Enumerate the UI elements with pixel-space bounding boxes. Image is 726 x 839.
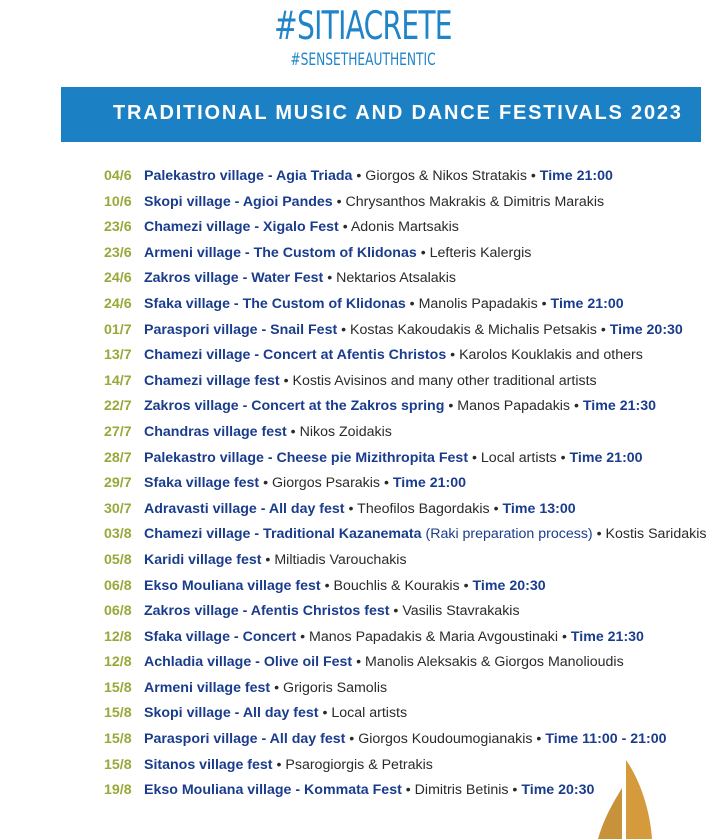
event-place: Chandras village fest: [144, 423, 287, 440]
event-time: Time 20:30: [609, 321, 683, 338]
bullet-separator: •: [286, 423, 300, 440]
event-time: Time 21:30: [582, 398, 656, 415]
event-date: 15/8: [104, 731, 132, 748]
event-date: 23/6: [104, 219, 132, 236]
event-place: Achladia village - Olive oil Fest: [144, 654, 353, 671]
event-date: 22/7: [104, 398, 132, 415]
event-date: 28/7: [104, 449, 132, 466]
bullet-separator: •: [338, 219, 351, 236]
bullet-separator: •: [537, 295, 551, 312]
event-row: [104, 215, 714, 241]
event-place: Zakros village - Water Fest: [144, 270, 324, 287]
event-row: [104, 676, 714, 702]
event-place: Zakros village - Concert at the Zakros spring: [144, 398, 445, 415]
event-place: Sitanos village fest: [144, 756, 273, 773]
event-place: Adravasti village - All day fest: [144, 500, 345, 517]
event-row: [104, 241, 714, 267]
event-artists: Adonis Martsakis: [350, 219, 459, 236]
event-date: 15/8: [104, 756, 132, 773]
bullet-separator: •: [323, 270, 337, 287]
event-date: 05/8: [104, 551, 132, 568]
bullet-separator: •: [489, 500, 503, 517]
event-row: [104, 190, 714, 216]
event-artists: Kostis Avisinos and many other traditional artists: [292, 372, 597, 389]
event-artists: Psarogiorgis & Petrakis: [285, 756, 433, 773]
event-note: (Raki preparation process): [425, 526, 593, 543]
event-row: [104, 497, 714, 523]
event-row: [104, 394, 714, 420]
event-time: Time 21:00: [392, 475, 466, 492]
event-artists: Nektarios Atsalakis: [336, 270, 456, 287]
logo-title: #SITIACRETE: [274, 4, 452, 49]
event-row: [104, 420, 714, 446]
event-place: Chamezi village fest: [144, 372, 280, 389]
event-artists: Lefteris Kalergis: [429, 244, 532, 261]
event-row: [104, 164, 714, 190]
bullet-separator: •: [296, 628, 310, 645]
event-row: [104, 318, 714, 344]
event-place: Sfaka village - Concert: [144, 628, 297, 645]
event-date: 23/6: [104, 244, 132, 261]
event-row: [104, 574, 714, 600]
event-list: [104, 164, 714, 804]
event-date: 12/8: [104, 628, 132, 645]
event-place: Zakros village - Afentis Christos fest: [144, 603, 390, 620]
event-artists: Manolis Aleksakis & Giorgos Manolioudis: [365, 654, 624, 671]
event-date: 14/7: [104, 372, 132, 389]
event-artists: Manolis Papadakis: [418, 295, 538, 312]
event-time: Time 13:00: [502, 500, 576, 517]
event-date: 12/8: [104, 654, 132, 671]
event-row: [104, 650, 714, 676]
event-date: 24/6: [104, 270, 132, 287]
event-date: 24/6: [104, 295, 132, 312]
sail-graphic: [560, 760, 726, 839]
event-date: 04/6: [104, 168, 132, 184]
event-artists: Vasilis Stavrakakis: [402, 603, 520, 620]
event-row: [104, 522, 714, 548]
bullet-separator: •: [556, 449, 570, 466]
sail-right-shape: [626, 760, 652, 839]
event-row: [104, 599, 714, 625]
event-place: Skopi village - Agioi Pandes: [144, 193, 333, 210]
bullet-separator: •: [558, 628, 571, 645]
event-artists: Giorgos Koudoumogianakis: [358, 731, 533, 748]
event-artists: Local artists: [480, 449, 557, 466]
bullet-separator: •: [332, 193, 346, 210]
bullet-separator: •: [261, 551, 275, 568]
event-date: 15/8: [104, 679, 132, 696]
bullet-separator: •: [446, 347, 460, 364]
event-date: 29/7: [104, 475, 132, 492]
bullet-separator: •: [318, 705, 332, 722]
event-date: 06/8: [104, 603, 132, 620]
title-banner: [61, 87, 701, 142]
event-time: Time 21:00: [569, 449, 643, 466]
event-date: 13/7: [104, 347, 132, 364]
event-row: [104, 369, 714, 395]
event-artists: Karolos Kouklakis and others: [459, 347, 643, 364]
event-artists: Local artists: [331, 705, 408, 722]
event-row: [104, 625, 714, 651]
event-place: Palekastro village - Agia Triada: [144, 168, 353, 184]
event-date: 15/8: [104, 705, 132, 722]
event-date: 30/7: [104, 500, 132, 517]
bullet-separator: •: [279, 372, 293, 389]
bullet-separator: •: [345, 731, 359, 748]
event-place: Sfaka village fest: [144, 475, 260, 492]
bullet-separator: •: [444, 398, 458, 415]
event-time: Time 20:30: [521, 782, 595, 799]
bullet-separator: •: [337, 321, 351, 338]
event-place: Paraspori village - All day fest: [144, 731, 346, 748]
event-place: Palekastro village - Cheese pie Mizithropita Fest: [144, 449, 469, 466]
event-time: Time 21:00: [550, 295, 624, 312]
event-place: Sfaka village - The Custom of Klidonas: [144, 295, 406, 312]
event-artists: Dimitris Betinis: [414, 782, 509, 799]
bullet-separator: •: [270, 679, 284, 696]
bullet-separator: •: [389, 603, 403, 620]
event-place: Ekso Mouliana village - Kommata Fest: [144, 782, 402, 799]
event-place: Armeni village fest: [144, 679, 271, 696]
event-place: Chamezi village - Traditional Kazanemata: [144, 526, 422, 543]
event-place: Ekso Mouliana village fest: [144, 577, 321, 594]
event-row: [104, 471, 714, 497]
event-artists: Kostas Kakoudakis & Michalis Petsakis: [350, 321, 597, 338]
event-date: 10/6: [104, 193, 132, 210]
event-time: Time 21:00: [539, 168, 613, 184]
event-date: 27/7: [104, 423, 132, 440]
logo-tagline: #SENSETHEAUTHENTIC: [290, 50, 436, 70]
bullet-separator: •: [468, 449, 481, 466]
event-date: 03/8: [104, 526, 132, 543]
event-artists: Miltiadis Varouchakis: [274, 551, 407, 568]
event-row: [104, 292, 714, 318]
bullet-separator: •: [380, 475, 393, 492]
bullet-separator: •: [320, 577, 334, 594]
event-place: Armeni village - The Custom of Klidonas: [144, 244, 417, 261]
event-row: [104, 548, 714, 574]
event-date: 06/8: [104, 577, 132, 594]
event-artists: Nikos Zoidakis: [299, 423, 392, 440]
bullet-separator: •: [596, 321, 610, 338]
event-artists: Grigoris Samolis: [283, 679, 388, 696]
event-date: 01/7: [104, 321, 132, 338]
event-artists: Chrysanthos Makrakis & Dimitris Marakis: [345, 193, 605, 210]
bullet-separator: •: [259, 475, 272, 492]
bullet-separator: •: [352, 654, 366, 671]
event-artists: Giorgos & Nikos Stratakis: [365, 168, 527, 184]
event-artists: Theofilos Bagordakis: [357, 500, 490, 517]
event-place: Paraspori village - Snail Fest: [144, 321, 338, 338]
event-date: 19/8: [104, 782, 132, 799]
bullet-separator: •: [352, 168, 366, 184]
bullet-separator: •: [570, 398, 583, 415]
event-artists: Giorgos Psarakis: [272, 475, 381, 492]
event-time: Time 20:30: [472, 577, 546, 594]
event-row: [104, 343, 714, 369]
event-time: Time 21:30: [570, 628, 644, 645]
event-place: Skopi village - All day fest: [144, 705, 319, 722]
sail-left-shape: [598, 788, 622, 839]
bullet-separator: •: [416, 244, 430, 261]
event-artists: Kostis Saridakis: [605, 526, 707, 543]
event-artists: Bouchlis & Kourakis: [333, 577, 460, 594]
event-row: [104, 266, 714, 292]
event-row: [104, 446, 714, 472]
bullet-separator: •: [592, 526, 606, 543]
event-place: Chamezi village - Xigalo Fest: [144, 219, 339, 236]
event-place: Karidi village fest: [144, 551, 262, 568]
bullet-separator: •: [508, 782, 522, 799]
bullet-separator: •: [401, 782, 415, 799]
bullet-separator: •: [526, 168, 540, 184]
event-row: [104, 701, 714, 727]
bullet-separator: •: [344, 500, 358, 517]
bullet-separator: •: [272, 756, 286, 773]
bullet-separator: •: [405, 295, 419, 312]
event-place: Chamezi village - Concert at Afentis Christos: [144, 347, 447, 364]
event-artists: Manos Papadakis: [457, 398, 571, 415]
event-time: Time 11:00 - 21:00: [545, 731, 667, 748]
bullet-separator: •: [532, 731, 546, 748]
bullet-separator: •: [459, 577, 473, 594]
page-title: TRADITIONAL MUSIC AND DANCE FESTIVALS 2023: [113, 102, 683, 124]
event-artists: Manos Papadakis & Maria Avgoustinaki: [309, 628, 558, 645]
event-row: [104, 727, 714, 753]
